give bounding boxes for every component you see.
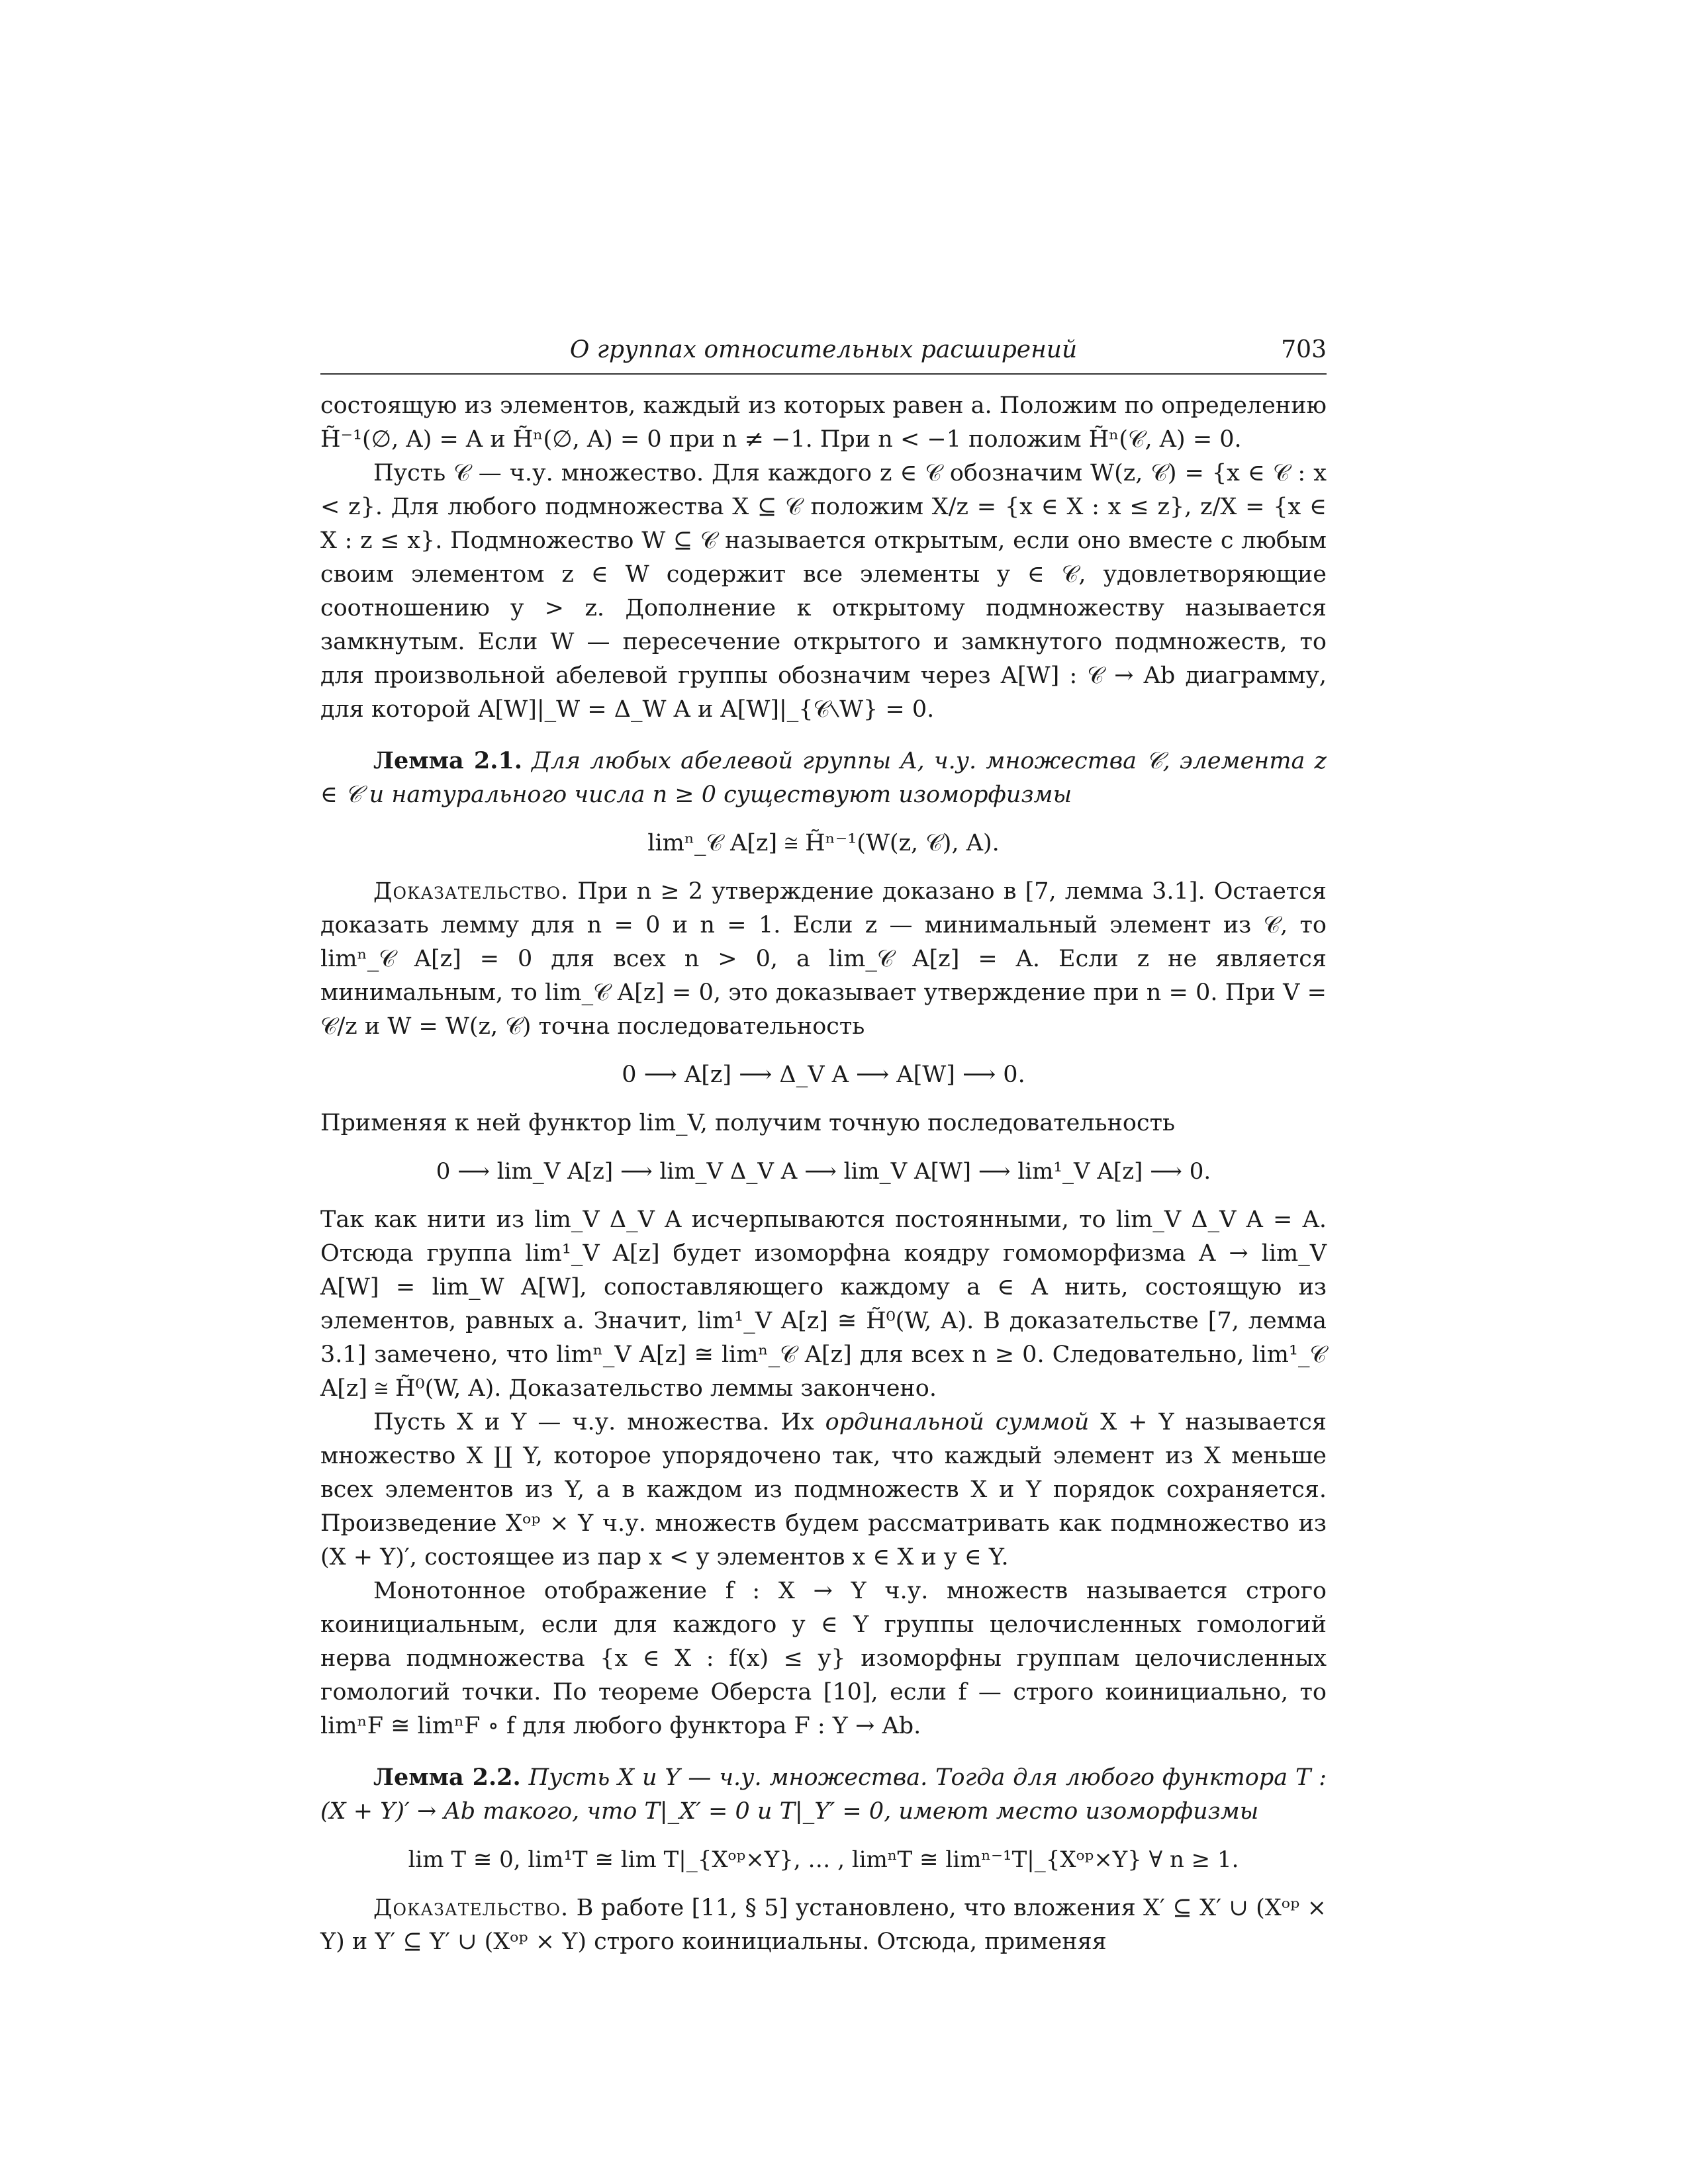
paragraph-3: Применяя к ней функтор lim_V, получим точную последовательность [320,1110,1176,1136]
proof-2-text: В работе [11, § 5] установлено, что вложения X′ ⊆ X′ ∪ (Xᵒᵖ × Y) и Y′ ⊆ Y′ ∪ (Xᵒᵖ × Y) строго коинициальны. Отсюда, применяя [320,1895,1327,1955]
proof-1-text: При n ≥ 2 утверждение доказано в [7, лемма 3.1]. Остается доказать лемму для n = 0 и n = 1. Если z — минимальный элемент из 𝒞, то limⁿ_𝒞 A[z] = 0 для всех n > 0, а lim_𝒞 A[z] = A. Если z не является минимальным, то lim_𝒞 A[z] = 0, это доказывает утверждение при n = 0. При V = 𝒞/z и W = W(z, 𝒞) точна последовательность [320,878,1327,1040]
page-number: 703 [1281,336,1327,363]
proof-1-title: Доказательство. [373,878,569,905]
paragraph-5 [320,1406,1327,1574]
equation-4: lim T ≅ 0, lim¹T ≅ lim T|_{Xᵒᵖ×Y}, … , limⁿT ≅ limⁿ⁻¹T|_{Xᵒᵖ×Y} ∀ n ≥ 1. [408,1846,1239,1873]
page [320,331,1327,1959]
lemma-2-1 [320,744,1327,812]
paragraph-2: Пусть 𝒞 — ч.у. множество. Для каждого z ∈ 𝒞 обозначим W(z, 𝒞) = {x ∈ 𝒞 : x < z}. Для любого подмножества X ⊆ 𝒞 положим X/z = {x ∈ X : x ≤ z}, z/X = {x ∈ X : z ≤ x}. Подмножество W ⊆ 𝒞 называется открытым, если оно вместе с любым своим элементом z ∈ W содержит все элементы y ∈ 𝒞, удовлетворяющие соотношению y > z. Дополнение к открытому подмножеству называется замкнутым. Если W — пересечение открытого и замкнутого подмножеств, то для произвольной абелевой группы обозначим через A[W] : 𝒞 → Ab диаграмму, для которой A[W]|_W = Δ_W A и A[W]|_{𝒞∖W} = 0. [320,460,1327,723]
proof-1 [320,875,1327,1044]
equation-1: limⁿ_𝒞 A[z] ≅ H̃ⁿ⁻¹(W(z, 𝒞), A). [647,830,1000,856]
lemma-2-2 [320,1760,1327,1829]
article-body [320,389,1327,1959]
proof-2 [320,1891,1327,1959]
lemma-2-2-title: Лемма 2.2. [373,1764,521,1791]
lemma-2-1-title: Лемма 2.1. [373,747,522,774]
lemma-2-2-statement: Пусть X и Y — ч.у. множества. Тогда для любого функтора T : (X + Y)′ → Ab такого, что T|_X′ = 0 и T|_Y′ = 0, имеют место изоморфизмы [320,1764,1327,1825]
paragraph-6: Монотонное отображение f : X → Y ч.у. множеств называется строго коинициальным, если для каждого y ∈ Y группы целочисленных гомологий нерва подмножества {x ∈ X : f(x) ≤ y} изоморфны группам целочисленных гомологий точки. По теореме Оберста [10], если f — строго коинициально, то limⁿF ≅ limⁿF ∘ f для любого функтора F : Y → Ab. [320,1578,1327,1739]
equation-2: 0 ⟶ A[z] ⟶ Δ_V A ⟶ A[W] ⟶ 0. [622,1062,1025,1088]
equation-3: 0 ⟶ lim_V A[z] ⟶ lim_V Δ_V A ⟶ lim_V A[W] ⟶ lim¹_V A[z] ⟶ 0. [436,1158,1211,1185]
paragraph-1: состоящую из элементов, каждый из которых равен a. Положим по определению H̃⁻¹(∅, A) = A и H̃ⁿ(∅, A) = 0 при n ≠ −1. При n < −1 положим H̃ⁿ(𝒞, A) = 0. [320,392,1327,453]
paragraph-5-end: X + Y называется множество X ∐ Y, которое упорядочено так, что каждый элемент из X меньше всех элементов из Y, а в каждом из подмножеств X и Y порядок сохраняется. Произведение Xᵒᵖ × Y ч.у. множеств будем рассматривать как подмножество из (X + Y)′, состоящее из пар x < y элементов x ∈ X и y ∈ Y. [320,1409,1327,1570]
ordinal-sum-term: ординальной суммой [825,1409,1090,1435]
running-title: О группах относительных расширений [569,336,1078,363]
paragraph-5-start: Пусть X и Y — ч.у. множества. Их [373,1409,825,1435]
proof-2-title: Доказательство. [373,1895,569,1921]
paragraph-4: Так как нити из lim_V Δ_V A исчерпываются постоянными, то lim_V Δ_V A = A. Отсюда группа lim¹_V A[z] будет изоморфна коядру гомоморфизма A → lim_V A[W] = lim_W A[W], сопоставляющего каждому a ∈ A нить, состоящую из элементов, равных a. Значит, lim¹_V A[z] ≅ H̃⁰(W, A). В доказательстве [7, лемма 3.1] замечено, что limⁿ_V A[z] ≅ limⁿ_𝒞 A[z] для всех n ≥ 0. Следовательно, lim¹_𝒞 A[z] ≅ H̃⁰(W, A). Доказательство леммы закончено. [320,1206,1327,1402]
lemma-2-1-statement: Для любых абелевой группы A, ч.у. множества 𝒞, элемента z ∈ 𝒞 и натурального числа n ≥ 0 существуют изоморфизмы [320,748,1327,808]
running-header [320,331,1327,375]
